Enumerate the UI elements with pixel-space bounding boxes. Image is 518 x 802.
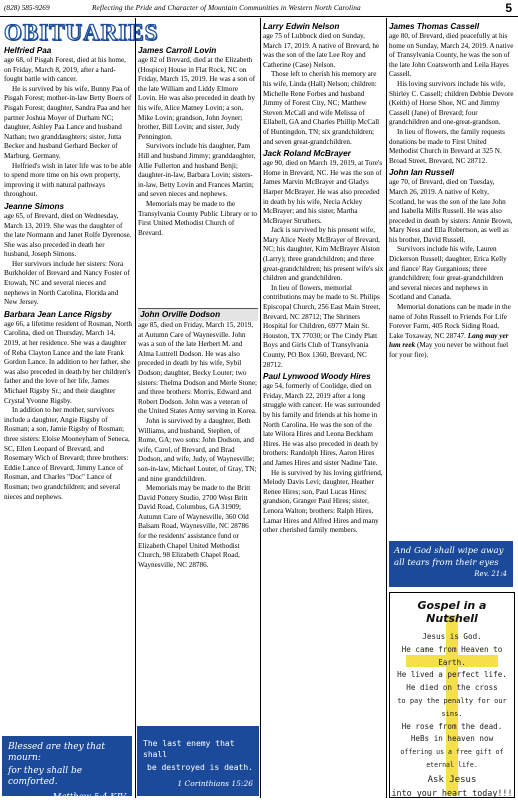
obit-paragraph: age 82 of Brevard, died at the Elizabeth (Hospice) House in Flat Rock, NC on Friday, March 15, 2019. He was a son of the late William and Liddy Elmore Lovin. He was also preceded in death by his wife, Alice Matney Lovin; a son, Mike Lovin; grandson, John Joyner; brother, Bill Lovin; and sister, Judy Pennington. — [138, 56, 256, 141]
gospel-line: He rose from the dead. — [401, 721, 503, 731]
column-3 — [263, 20, 384, 798]
obit-paragraph: Her survivors include her sisters: Nora Burkholder of Brevard and Nancy Foster of Etowah, NC and several nieces and nephews in North Carolina, Florida and New Jersey. — [4, 259, 130, 307]
verse-reference: Rev. 21:4 — [474, 570, 507, 578]
obit-paragraph: In addition to her mother, survivors include a daughter, Angie Rigsby of Rosman; a son, Jamie Rigsby of Rosman; three sisters: Eloise Mooneyham of Seneca, SC, Ellen Leopard of Brevard, and Rosemary Wich of Brevard; three brothers: Eddie Lance of Brevard, Jimmy Lance of Rosman, and Charles "Doc" Lance of Rosman; two grandchildren; and several nieces and nephews. — [4, 406, 130, 501]
obit-name: Jeanne Simons — [4, 201, 65, 211]
obit-closing-phrase: Lang may yer lum reek — [389, 331, 509, 350]
obit-paragraph: In lieu of flowers, memorial contributions may be made to St. Philips Episcopal Church, 256 East Main Street, Brevard, NC 28712; The Shriners Hospital for Children, 6977 Main St. Houston, TX 77030; or The Cindy Platt Boys and Girls Club of Transylvania County, PO Box 1360, Brevard, NC 28712. — [263, 283, 381, 369]
gospel-lines — [390, 631, 514, 798]
masthead-title: OBITUARIES — [4, 20, 159, 45]
gospel-line: He came from Heaven to Earth. — [401, 644, 503, 667]
gospel-line: into your heart today!!! — [391, 787, 513, 798]
gospel-nutshell-box — [389, 592, 515, 798]
obit-closing-rest: (May you never be without fuel for your fire). — [389, 341, 509, 359]
header-phone: (828) 585-9269 — [4, 3, 50, 12]
obit-paragraph: age 54, formerly of Coolidge, died on Friday, March 22, 2019 after a long struggle with cancer. He was surrounded by his family and friends at his home in North Carolina. He was the son of the late Wilora Hires and Leona Beckham Hires. He was also preceded in death by brothers: Randolph Hires, Aaron Hires and James Hires and sister Nadine Tate. — [263, 382, 380, 467]
obit-name: Paul Lynwood Woody Hires — [263, 372, 371, 382]
obit-name: Helfried Paa — [4, 46, 52, 55]
verse-reference: 1 Corinthians 15:26 — [177, 779, 253, 788]
verse-line: The last enemy that shall — [143, 739, 235, 759]
gospel-line: to pay the penalty for our sins. — [397, 696, 507, 718]
obit-paragraph: Jack is survived by his present wife, Mary Alice Neely McBrayer of Brevard, NC; his daughter, Kim McBrayer Alston (Larry); three grandchildren; and three great-grandchildren; his present wife's six children and grandchildren. — [263, 226, 384, 283]
obit-paragraph: Survivors include his wife, Lauren Dickerson Russell; daughter, Erica Kelly and fiance' Ray Gurganious; three grandchildren; four great-grandchildren and several nieces and nephews in Scotland and Canada. — [389, 245, 507, 302]
gospel-text — [390, 599, 514, 798]
verse-line: be destroyed is death. — [147, 763, 253, 772]
column-rule — [386, 18, 387, 798]
obit-name: Barbara Jean Lance Rigsby — [4, 309, 112, 319]
obit-paragraph: He is survived by his wife, Bunny Paa of Pisgah Forest; mother-in-law Betty Boers of Pisgah Forest; daughter, Sandra Paa and her partner Joshua Moyer of Durham NC; daughter, Ashley Paa Lance and husband Nathan; two granddaughters; sister, Jutta Becker and husband Gerhard Becker of Marburg, Germany. — [4, 84, 132, 160]
obit-paragraph: age 65, of Brevard, died on Wednesday, March 13, 2019. She was the daughter of the late Normann and Janet Rolfe Dyrenose. She was also preceded in death her husband, Joseph Simons. — [4, 211, 132, 259]
verse-line: for they shall be comforted. — [8, 766, 83, 787]
gospel-line: He died on the cross — [406, 683, 498, 693]
obit-name: Jack Roland McBrayer — [263, 149, 351, 159]
obit-paragraph: age 66, a lifetime resident of Rosman, North Carolina, died on Thursday, March 14, 2019, at her residence. She was a daughter of Reba Clayton Lance and the late Frank Gordon Lance. In addition to her father, she was also preceded in death by her children's father and the love of her life, James Michael Rigsby Sr.; and their daughter Crystal Yvonne Rigsby. — [4, 319, 132, 405]
obit-paragraph: age 75 of Lubbock died on Sunday, March 17, 2019. A native of Brevard, he was the son of the late Lee Roy and Catherine (Case) Nelson. — [263, 32, 380, 69]
obit-paragraph: age 90, died on March 19, 2019, at Tore's Home in Brevard, NC. He was the son of James Marvin McBrayer and Gladys Harper McBrayer. He was also preceded in death by his wife, Necia Ackley McBrayer; and his sister, Martha McBrayer Struthers. — [263, 159, 383, 225]
obit-name: John Ian Russell — [389, 168, 455, 178]
column-2-bottom — [138, 308, 258, 724]
gospel-line: HeBs in heaven now — [410, 734, 494, 744]
obit-paragraph: Memorials may be made to the Britt David Pottery Studio, 2700 West Britt David Road, Columbus, GA 31909; Autumn Care of Waynesville, 360 Old Balsam Road, Waynesville, NC 28786 for the residents' assistance fund or Elizabeth Chapel United Methodist Church, 98 Elizabeth Chapel Road, Waynesville, NC 28786. — [138, 484, 251, 569]
obit-paragraph: Survivors include his daughter, Pam Hill and husband Jimmy; granddaughter, Allie Fullerton and husband Benji; daughter-in-law, Barbara Lovin; sisters-in-law, Betty Lovin and Frances Martin; and seven nieces and nephews. — [138, 142, 256, 199]
obituaries-masthead — [4, 20, 159, 46]
obit-paragraph: His loving survivors include his wife, Shirley C. Cassell; children Debbie Devore (Keith) of Horse Shoe, NC and Jimmy Cassell (Jane) of Brevard; four grandchildren and one-great-grandson. — [389, 79, 514, 127]
obit-paragraph: John is survived by a daughter, Beth Williams, and husband, Stephen, of Rome, GA; two sons: John Dodson, and wife, Carol, of Brevard, and Brad Dodson, and wife, Judy, of Waynesville; son-in-law, Michael Louter, of Gray, TN; and nine grandchildren. — [138, 416, 257, 483]
verse-box-corinthians — [137, 726, 259, 796]
obit-paragraph: Helfried's wish in later life was to be able to spend more time on his own property, improving it with natural pathways throughout. — [4, 161, 132, 199]
page-header — [0, 0, 518, 17]
obit-paragraph: age 80, of Brevard, died peacefully at his home on Sunday, March 24, 2019. A native of Transylvania County, he was the son of the late John Coatsworth and Leila Hayes Cassell. — [389, 32, 514, 79]
verse-line: all tears from their eyes — [394, 558, 499, 568]
verse-reference: Matthew 5:4 KJV — [52, 792, 126, 802]
column-1 — [4, 44, 132, 744]
column-4 — [389, 20, 514, 538]
obit-paragraph: Memorials may be made to the Transylvania County Public Library or to First United Methodist Church of Brevard. — [138, 199, 257, 237]
verse-line: Blessed are they that mourn: — [8, 742, 105, 763]
obit-paragraph: age 85, died on Friday, March 15, 2019, at Autumn Care of Waynesville. John was a son of the late Herbert M. and Alma Luttrell Dodson. He was also preceded in death by his wife, Sybil Dodson; daughter, Becky Louter; two sisters: Thelma Dodson and Merle Stone; and three brothers: Morris, Edward and Robert Dodson. John was a veteran of the United States Army serving in Korea. — [138, 321, 258, 416]
gospel-line: Ask Jesus — [427, 774, 477, 785]
obit-name: Larry Edwin Nelson — [263, 22, 340, 31]
gospel-line: He lived a perfect life. — [397, 670, 507, 680]
obit-paragraph: He is survived by his loving girlfriend, Melody Davis Levi; daughter, Heather Renee Hires; son, Paul Lucas Hires; grandson, Granger Paul Hires; sister, Lenora Walton; brothers: Ralph Hires, Lamar Hires and Alfred Hires and many other cherished family members. — [263, 468, 383, 535]
obit-name: James Carroll Lovin — [138, 46, 217, 55]
obit-paragraph — [389, 303, 514, 361]
column-rule — [135, 18, 136, 798]
obit-paragraph: Those left to cherish his memory are his wife, Linda (Hall) Nelson; children: Michelle Rene Forbes and husband Jimmy of Forest City, NC; Matthew Steven McCall and wife Melissa of Ellabell, GA and Charles Phillip McCall of Huntingdon, TN; six grandchildren; and seven great-grandchildren. — [263, 70, 380, 146]
column-2-top — [138, 44, 258, 306]
page-number: 5 — [505, 1, 512, 15]
verse-line: And God shall wipe away — [394, 546, 504, 556]
obit-text: Memorial donations can be made in the name of John Russell to Friends For Life Forever Farm, 405 Rock Siding Road, Lake Toxaway, NC 28747. — [389, 303, 511, 340]
header-slogan: Reflecting the Pride and Character of Mountain Communities in Western North Carolina — [92, 3, 361, 12]
obit-name: John Orville Dodson — [138, 308, 258, 321]
obit-paragraph: age 70, of Brevard, died on Tuesday, March 26, 2019. A native of Kelty, Scotland, he was the son of the late John and Isabella Mills Russell. He was also preceded in death by sisters: Annie Brown, Mary Ness and Ella Robertson, as well as his brother, David Russell. — [389, 178, 513, 244]
obit-paragraph: In lieu of flowers, the family requests donations be made to First United Methodist Church in Brevard at 325 N. Broad Street, Brevard, NC 28712. — [389, 127, 505, 165]
column-rule — [260, 18, 261, 798]
gospel-line: Jesus is God. — [422, 632, 482, 641]
obit-paragraph: age 68, of Pisgah Forest, died at his home, on Friday, March 8, 2019, after a hard-fought battle with cancer. — [4, 56, 126, 84]
obit-name: James Thomas Cassell — [389, 22, 480, 31]
verse-box-revelation — [389, 541, 513, 587]
gospel-line: offering us a free gift of eternal life. — [400, 748, 504, 769]
gospel-title: Gospel in a Nutshell — [417, 599, 487, 625]
verse-box-matthew — [2, 736, 132, 802]
